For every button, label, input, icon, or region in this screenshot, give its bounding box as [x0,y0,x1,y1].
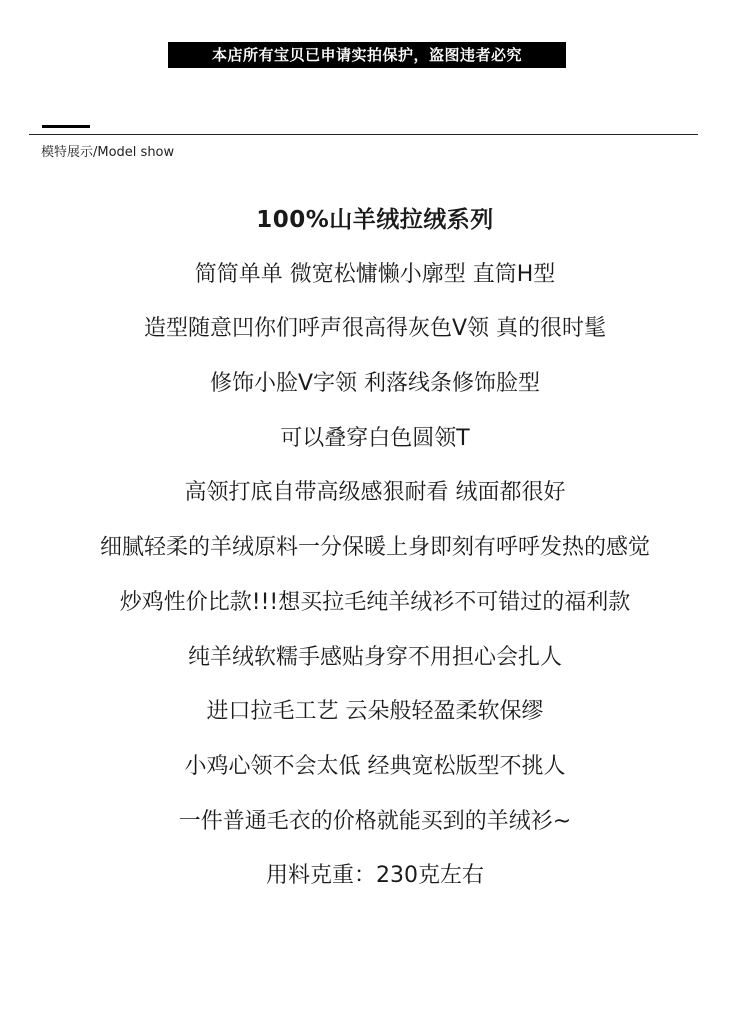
description-headline: 100%山羊绒拉绒系列 [256,207,494,233]
description-line: 造型随意凹你们呼声很高得灰色V领 真的很时髦 [143,316,607,342]
section-title-model-show: 模特展示/Model show [41,145,175,160]
fabric-weight-line: 用料克重：230克左右 [266,863,484,889]
description-line: 细腻轻柔的羊绒原料一分保暖上身即刻有呼呼发热的感觉 [99,535,650,561]
copyright-notice-banner: 本店所有宝贝已申请实拍保护，盗图违者必究 [168,42,566,68]
section-divider [29,134,698,135]
description-line: 进口拉毛工艺 云朵般轻盈柔软保缪 [206,699,544,725]
description-line: 可以叠穿白色圆领T [280,425,470,451]
description-line: 小鸡心领不会太低 经典宽松版型不挑人 [184,753,566,779]
description-line: 一件普通毛衣的价格就能买到的羊绒衫~ [178,808,572,834]
description-line: 纯羊绒软糯手感贴身穿不用担心会扎人 [187,644,562,670]
product-description [0,197,750,908]
description-line: 修饰小脸V字领 利落线条修饰脸型 [209,371,541,397]
description-line: 炒鸡性价比款!!!想买拉毛纯羊绒衫不可错过的福利款 [119,589,631,615]
description-line: 简简单单 微宽松慵懒小廓型 直筒H型 [194,261,556,287]
description-line: 高领打底自带高级感狠耐看 绒面都很好 [184,480,566,506]
section-accent-bar [42,125,90,128]
